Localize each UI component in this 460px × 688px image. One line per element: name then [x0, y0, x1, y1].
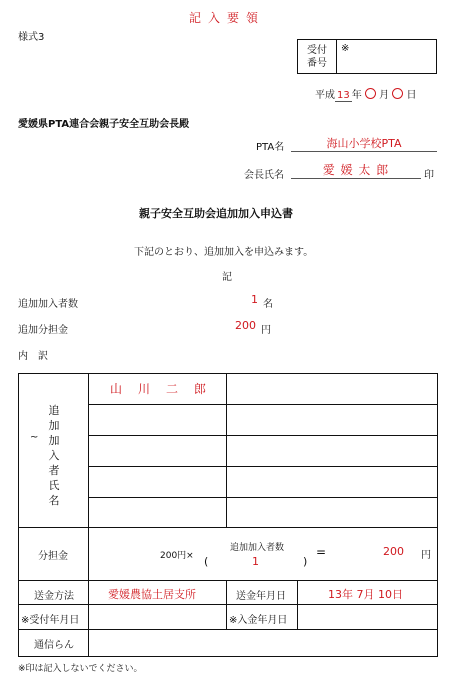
date-year-unit: 年: [351, 90, 362, 101]
receipt-date-label: ※受付年月日: [21, 615, 80, 626]
additional-count-label: 追加加入者数: [18, 299, 78, 310]
share-paren-close: ): [303, 555, 308, 568]
row-line-1: [88, 404, 438, 405]
name-cell-3[interactable]: [95, 442, 220, 460]
chair-name-label: 会長氏名: [244, 170, 284, 181]
share-equals: =: [316, 545, 327, 559]
names-header: 追加加入者氏名: [48, 404, 60, 507]
share-unit: 円: [421, 550, 431, 561]
receipt-number-field[interactable]: [337, 40, 437, 74]
intro-text: 下記のとおり、追加加入を申込みます。: [134, 247, 314, 258]
application-date: [315, 86, 416, 101]
remit-method-label: 送金方法: [34, 591, 74, 602]
additional-fee-unit: 円: [261, 325, 271, 336]
row-line-6: [18, 580, 438, 581]
notes-label: 通信らん: [34, 640, 74, 651]
name-cell-2[interactable]: [95, 411, 220, 429]
seal-mark: 印: [424, 170, 434, 181]
additional-fee-label: 追加分担金: [18, 325, 68, 336]
name-cell-8[interactable]: [232, 442, 432, 460]
pta-name-label: PTA名: [256, 142, 285, 153]
pta-name-field[interactable]: 海山小学校PTA: [291, 135, 437, 152]
names-header-mark: ~: [30, 432, 39, 443]
row-line-3: [88, 466, 438, 467]
additional-count-unit: 名: [263, 299, 273, 310]
share-base: 200円×: [160, 551, 194, 561]
row-line-4: [88, 497, 438, 498]
name-cell-7[interactable]: [232, 411, 432, 429]
row-line-7: [18, 604, 438, 605]
date-day-circle[interactable]: [392, 88, 403, 99]
additional-count-value[interactable]: 1: [251, 293, 258, 306]
footer-note: ※印は記入しないでください。: [18, 664, 143, 674]
row-line-8: [18, 629, 438, 630]
col-divider-names: [226, 373, 227, 527]
name-cell-6[interactable]: [232, 380, 432, 398]
receipt-label-line2: 番号: [307, 57, 327, 69]
row-line-5: [18, 527, 438, 528]
share-count-label: 追加加入者数: [230, 543, 285, 553]
name-cell-5[interactable]: [95, 503, 220, 521]
remit-date-value[interactable]: 13年 7月 10日: [328, 588, 403, 601]
remit-method-value[interactable]: 愛媛農協土居支所: [108, 588, 196, 601]
additional-fee-value[interactable]: 200: [235, 319, 256, 332]
remit-date-label: 送金年月日: [236, 591, 286, 602]
date-day-unit: 日: [406, 90, 417, 101]
row-line-2: [88, 435, 438, 436]
name-cell-10[interactable]: [232, 503, 432, 521]
share-paren-open: (: [204, 555, 209, 568]
date-month-unit: 月: [379, 90, 390, 101]
date-era: 平成: [315, 90, 335, 101]
date-month-circle[interactable]: [365, 88, 376, 99]
form-number: 様式3: [18, 32, 45, 43]
receipt-label-line1: 受付: [307, 44, 327, 56]
receipt-number-value: ※: [341, 43, 350, 54]
notes-field[interactable]: [92, 631, 432, 653]
col-divider-label: [88, 373, 89, 657]
name-cell-4[interactable]: [95, 473, 220, 491]
share-count-value[interactable]: 1: [252, 555, 259, 568]
addressee: 愛媛県PTA連合会親子安全互助会長殿: [18, 119, 190, 130]
document-title: 親子安全互助会追加加入申込書: [139, 207, 293, 220]
ki-heading: 記: [222, 272, 232, 283]
chair-name-field[interactable]: 愛 媛 太 郎: [291, 161, 421, 179]
name-cell-1[interactable]: 山 川 二 郎: [110, 382, 209, 396]
receipt-number-box: [297, 39, 437, 74]
deposit-date-label: ※入金年月日: [229, 615, 288, 626]
share-total-value[interactable]: 200: [383, 545, 404, 558]
receipt-number-label: [298, 40, 337, 74]
date-year[interactable]: 13: [337, 90, 350, 101]
share-label: 分担金: [38, 551, 68, 562]
breakdown-label: 内 訳: [18, 351, 48, 362]
guide-title: 記入要領: [189, 11, 266, 25]
name-cell-9[interactable]: [232, 473, 432, 491]
